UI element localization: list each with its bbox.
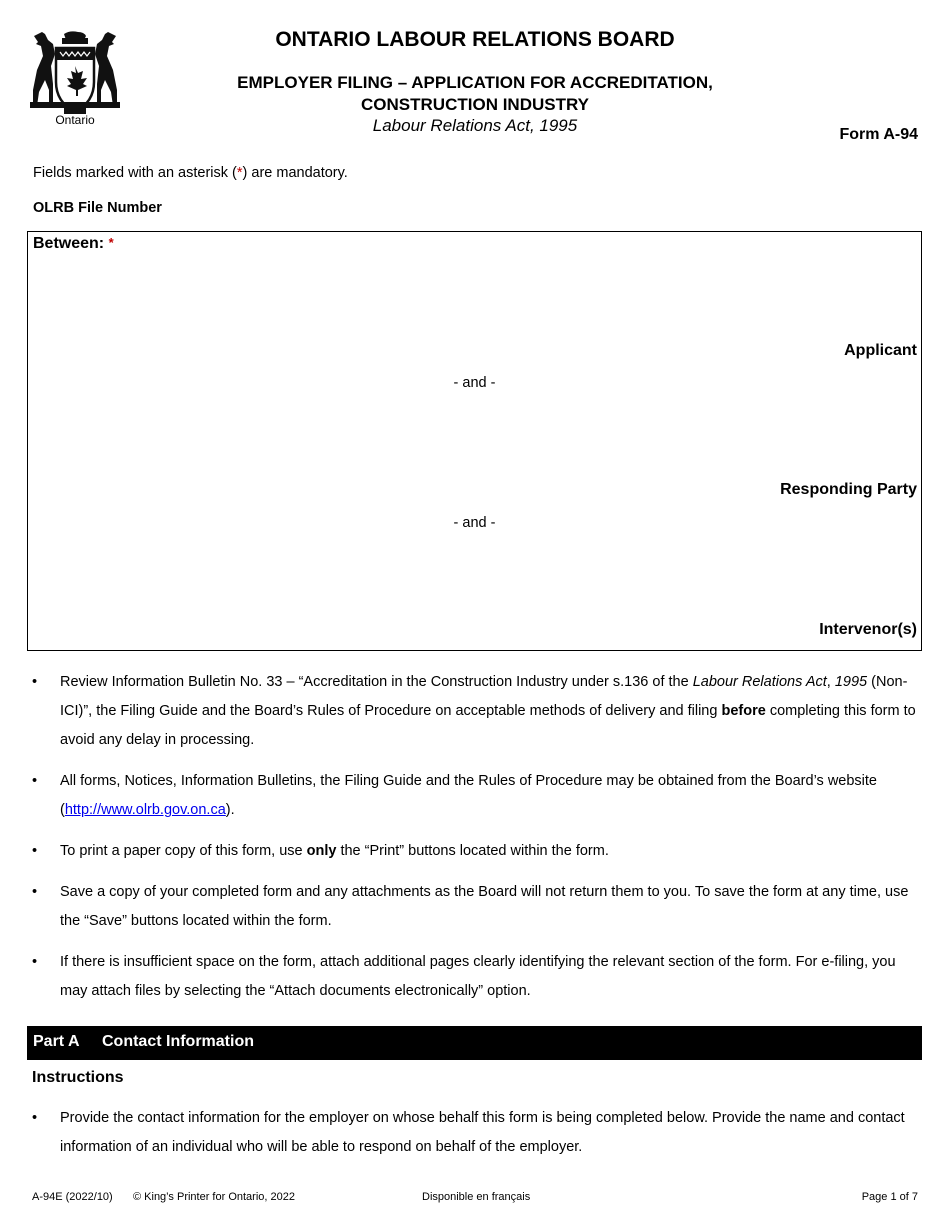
form-title-line-1: EMPLOYER FILING – APPLICATION FOR ACCREDITATION, [237, 73, 713, 92]
part-a-instructions [32, 1104, 920, 1174]
bullet-text: the “Print” buttons located within the form. [336, 843, 609, 859]
olrb-website-link[interactable]: http://www.olrb.gov.on.ca [64, 802, 226, 818]
bullet-text: To print a paper copy of this form, use [60, 843, 307, 859]
bullet-italic-text: Labour Relations Act [692, 674, 827, 690]
bullet-text: completing this form to avoid any delay in processing. [60, 703, 916, 748]
mandatory-note-before: Fields marked with an asterisk ( [33, 165, 237, 181]
bullet-text: Review Information Bulletin No. 33 – “Accreditation in the Construction Industry under s.136 of the [60, 674, 693, 690]
required-asterisk: * [236, 165, 243, 181]
between-label [33, 235, 114, 253]
footer-page-number: Page 1 of 7 [861, 1191, 918, 1203]
bullet-text: If there is insufficient space on the form, attach additional pages clearly identifying the relevant section of the form. For e-filing, you may attach files by selecting the “Attach documents electronically” option. [60, 954, 896, 999]
bullet-bulletin [32, 668, 920, 755]
footer-french: Disponible en français [422, 1191, 531, 1203]
bullet-text: All forms, Notices, Information Bulletins, the Filing Guide and the Rules of Procedure may be obtained from the Board’s website ( [60, 773, 877, 818]
bullet-bold-text: only [306, 843, 337, 859]
bullet-bold-text: before [721, 703, 766, 719]
information-bullets [32, 668, 920, 1018]
olrb-file-number-label: OLRB File Number [33, 200, 162, 216]
part-number: Part A [33, 1033, 80, 1050]
instructions-heading: Instructions [32, 1069, 124, 1086]
bullet-text: ). [225, 802, 235, 818]
bullet-save [32, 878, 920, 936]
intervenors-label: Intervenor(s) [819, 621, 917, 638]
applicant-label: Applicant [844, 342, 917, 359]
instruction-item [32, 1104, 920, 1162]
responding-party-label: Responding Party [780, 481, 917, 498]
bullet-print [32, 837, 920, 866]
bullet-italic-text: 1995 [834, 674, 868, 690]
and-separator: - and - [453, 375, 496, 391]
organization-title: ONTARIO LABOUR RELATIONS BOARD [275, 28, 675, 51]
footer-copyright: © King’s Printer for Ontario, 2022 [133, 1191, 295, 1203]
part-title: Contact Information [102, 1033, 254, 1050]
between-text: Between: [33, 235, 105, 252]
form-title-line-2: CONSTRUCTION INDUSTRY [361, 95, 589, 114]
bullet-text: (Non-ICI)”, the Filing Guide and the Board’s Rules of Procedure on acceptable methods of delivery and filing [60, 674, 908, 719]
part-a-header [27, 1026, 922, 1060]
and-separator: - and - [453, 515, 496, 531]
parties-box [27, 231, 922, 651]
bullet-text: , [826, 674, 835, 690]
required-asterisk: * [108, 235, 114, 250]
act-name: Labour Relations Act, 1995 [372, 116, 578, 135]
bullet-attachments [32, 948, 920, 1006]
instruction-text: Provide the contact information for the employer on whose behalf this form is being completed below. Provide the name and contact information of an individual who will be able to respond on behalf of the employer. [60, 1110, 905, 1155]
mandatory-note-after: ) are mandatory. [242, 165, 348, 181]
mandatory-note [33, 165, 348, 181]
form-number: Form A-94 [839, 126, 918, 143]
bullet-website [32, 767, 920, 825]
form-title [0, 72, 950, 116]
bullet-text: Save a copy of your completed form and any attachments as the Board will not return them to you. To save the form at any time, use the “Save” buttons located within the form. [60, 884, 909, 929]
footer-form-code: A-94E (2022/10) [32, 1191, 113, 1203]
logo-caption: Ontario [55, 113, 95, 127]
